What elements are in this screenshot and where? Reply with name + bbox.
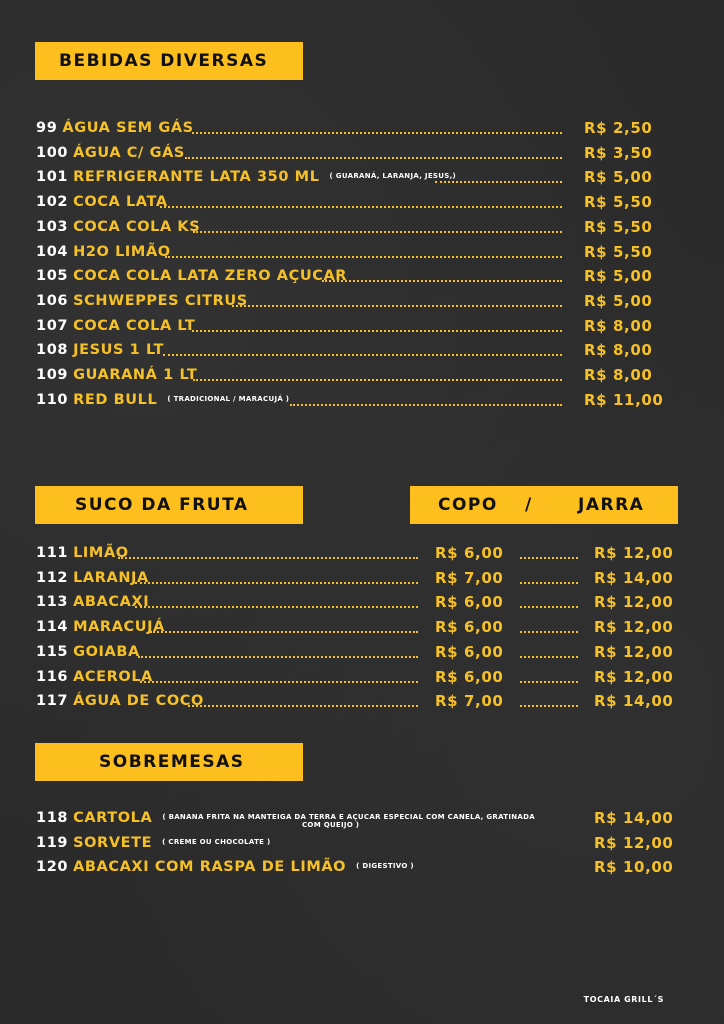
item-name: COCA COLA LT: [73, 317, 196, 334]
dotted-leader: [520, 631, 578, 633]
item-number: 104: [36, 243, 69, 260]
section-title-suco: SUCO DA FRUTA: [35, 486, 303, 524]
footer-brand: TOCAIA GRILL´S: [583, 995, 664, 1004]
item-name: COCA COLA LATA ZERO AÇUCAR: [73, 268, 348, 285]
dotted-leader: [520, 582, 578, 584]
price-copo: R$ 7,00: [435, 692, 504, 711]
item-price: R$ 8,00: [584, 316, 653, 335]
dotted-leader: [160, 206, 562, 208]
item-number: 116: [36, 668, 69, 685]
item-name: COCA LATA: [73, 194, 168, 211]
price-jarra: R$ 12,00: [594, 544, 674, 562]
dotted-leader: [188, 705, 418, 707]
dotted-leader: [520, 557, 578, 559]
item-name: MARACUJÁ: [73, 619, 165, 636]
menu-item: [36, 191, 168, 213]
item-number: 100: [36, 144, 69, 161]
item-name: ÁGUA SEM GÁS: [62, 120, 194, 136]
item-price: R$ 14,00: [594, 809, 674, 827]
juice-item: [36, 641, 140, 663]
juice-item: [36, 591, 149, 613]
dotted-leader: [520, 656, 578, 658]
item-name: REFRIGERANTE LATA 350 ML: [73, 169, 320, 186]
item-number: 102: [36, 194, 69, 211]
item-number: 115: [36, 643, 69, 660]
menu-item: [36, 315, 195, 337]
item-note: ( CREME OU CHOCOLATE ): [162, 837, 271, 846]
price-copo: R$ 6,00: [435, 618, 504, 637]
item-name: ABACAXI COM RASPA DE LIMÃO: [73, 859, 347, 876]
item-price: R$ 8,00: [584, 341, 653, 360]
item-price: R$ 5,50: [584, 193, 653, 212]
menu-item: [36, 216, 200, 238]
item-name: ACEROLA: [73, 668, 153, 685]
price-jarra: R$ 12,00: [594, 642, 674, 661]
item-number: 105: [36, 268, 69, 285]
dotted-leader: [193, 231, 562, 233]
item-name: ÁGUA C/ GÁS: [73, 144, 185, 161]
menu-item: [36, 339, 164, 361]
item-price: R$ 5,00: [584, 267, 653, 286]
dotted-leader: [290, 404, 562, 406]
item-number: 103: [36, 218, 69, 235]
item-price: R$ 5,00: [584, 168, 653, 187]
price-jarra: R$ 14,00: [594, 692, 674, 711]
item-price: R$ 8,00: [584, 366, 653, 384]
item-note: ( BANANA FRITA NA MANTEIGA DA TERRA E AÇUCAR ESPECIAL COM CANELA, GRATINADA: [162, 813, 535, 821]
dotted-leader: [165, 256, 562, 258]
juice-item: [36, 690, 204, 712]
dotted-leader: [163, 354, 562, 356]
item-note: ( DIGESTIVO ): [356, 862, 414, 871]
item-number: 120: [36, 859, 69, 876]
item-name: GOIABA: [73, 643, 140, 660]
item-name: RED BULL: [73, 391, 158, 408]
item-name: GUARANÁ 1 LT: [73, 367, 198, 383]
price-jarra: R$ 12,00: [594, 593, 674, 612]
section-title-bebidas: BEBIDAS DIVERSAS: [35, 42, 303, 80]
item-number: 112: [36, 569, 69, 586]
item-price: R$ 10,00: [594, 858, 674, 877]
menu-item: [36, 241, 171, 263]
menu-item: [36, 389, 289, 411]
price-copo: R$ 6,00: [435, 544, 504, 562]
dotted-leader: [185, 157, 562, 159]
dotted-leader: [435, 181, 562, 183]
dotted-leader: [520, 606, 578, 608]
header-copo-jarra: [410, 486, 678, 524]
item-number: 119: [36, 834, 69, 851]
dotted-leader: [118, 557, 418, 559]
juice-item: [36, 666, 153, 688]
menu-item: [36, 117, 194, 139]
item-name: SORVETE: [73, 834, 153, 851]
price-jarra: R$ 12,00: [594, 618, 674, 637]
item-price: R$ 12,00: [594, 833, 674, 852]
item-name: SCHWEPPES CITRUS: [73, 292, 248, 309]
item-name: CARTOLA: [73, 810, 153, 826]
dotted-leader: [322, 280, 562, 282]
price-copo: R$ 6,00: [435, 667, 504, 686]
item-number: 108: [36, 342, 69, 359]
dessert-item: [36, 832, 271, 854]
item-name: H2O LIMÃO: [73, 243, 171, 260]
dotted-leader: [135, 606, 418, 608]
dotted-leader: [140, 681, 418, 683]
item-name: JESUS 1 LT: [73, 342, 164, 359]
item-name: ABACAXI: [73, 594, 150, 611]
dotted-leader: [520, 681, 578, 683]
item-note: ( TRADICIONAL / MARACUJÁ ): [167, 394, 290, 403]
juice-item: [36, 567, 149, 589]
price-jarra: R$ 12,00: [594, 667, 674, 686]
item-number: 109: [36, 367, 69, 383]
menu-item: [36, 290, 248, 312]
menu-item: [36, 166, 456, 188]
dessert-item: [36, 807, 535, 829]
item-price: R$ 2,50: [584, 119, 653, 137]
dotted-leader: [135, 582, 418, 584]
item-number: 101: [36, 169, 69, 186]
item-number: 106: [36, 292, 69, 309]
item-number: 114: [36, 619, 69, 636]
item-price: R$ 5,50: [584, 242, 653, 261]
menu-item: [36, 364, 197, 386]
section-title-sobremesas: SOBREMESAS: [35, 743, 303, 781]
item-number: 110: [36, 391, 69, 408]
item-number: 99: [36, 120, 58, 136]
juice-item: [36, 542, 129, 564]
item-price: R$ 5,00: [584, 291, 653, 310]
item-name: ÁGUA DE COCO: [73, 693, 204, 710]
price-copo: R$ 7,00: [435, 568, 504, 587]
dotted-leader: [193, 379, 562, 381]
price-copo: R$ 6,00: [435, 593, 504, 612]
dotted-leader: [192, 330, 562, 332]
item-number: 107: [36, 317, 69, 334]
slash-label: /: [525, 495, 533, 515]
menu-item: [36, 265, 347, 287]
dotted-leader: [138, 656, 418, 658]
dotted-leader: [150, 631, 418, 633]
dotted-leader: [520, 705, 578, 707]
item-number: 111: [36, 545, 69, 561]
item-name: COCA COLA KS: [73, 218, 201, 235]
jarra-label: JARRA: [578, 495, 645, 515]
item-number: 113: [36, 594, 69, 611]
item-number: 117: [36, 693, 69, 710]
item-note-continued: COM QUEIJO ): [302, 821, 360, 829]
item-number: 118: [36, 810, 69, 826]
item-price: R$ 3,50: [584, 143, 653, 162]
price-jarra: R$ 14,00: [594, 568, 674, 587]
dotted-leader: [192, 132, 562, 134]
item-name: LARANJA: [73, 569, 149, 586]
item-name: LIMÃO: [73, 545, 129, 561]
copo-label: COPO: [438, 495, 498, 515]
item-price: R$ 11,00: [584, 390, 664, 409]
juice-item: [36, 616, 165, 638]
menu-item: [36, 142, 185, 164]
price-copo: R$ 6,00: [435, 642, 504, 661]
dessert-item: [36, 856, 414, 878]
item-note: ( GUARANÁ, LARANJA, JESUS,): [329, 172, 457, 181]
item-price: R$ 5,50: [584, 217, 653, 236]
dotted-leader: [232, 305, 562, 307]
